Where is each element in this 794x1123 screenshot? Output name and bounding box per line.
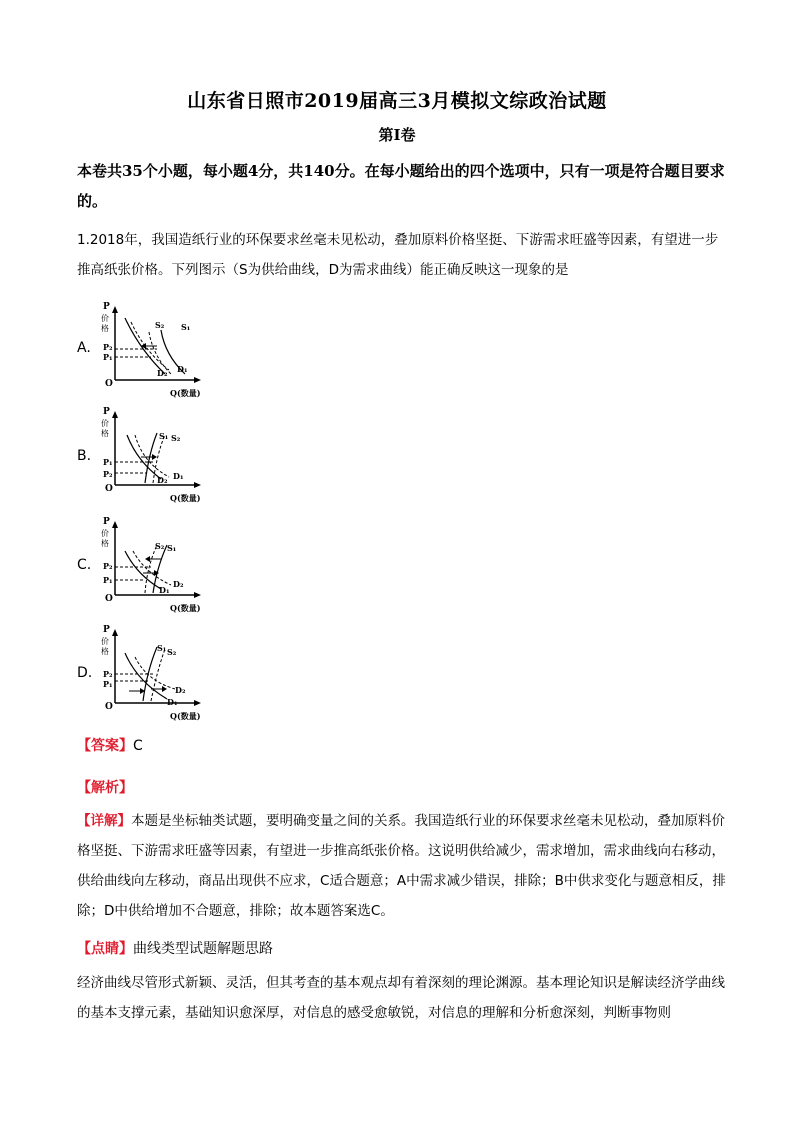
p-lower-label: P₁ — [103, 575, 113, 585]
option-a-graph — [95, 300, 215, 400]
supply-left-label: S₂ — [155, 541, 165, 551]
origin-label: O — [105, 594, 113, 604]
demand-left-label: D₂ — [157, 368, 168, 378]
demand-left-label: D₂ — [157, 475, 168, 485]
answer-value: C — [133, 738, 143, 754]
answer-line — [77, 735, 143, 755]
detail-tag: 【详解】 — [77, 813, 131, 829]
tip-body: 经济曲线尽管形式新颖、灵活，但其考查的基本观点却有着深刻的理论渊源。基本理论知识是解读经济学曲线的基本支撑元素，基础知识愈深厚，对信息的感受愈敏锐，对信息的理解和分析愈深刻，判断事物则 — [77, 975, 725, 1021]
y-axis-label: P — [103, 517, 110, 527]
supply-left-label: S₁ — [157, 643, 167, 653]
supply-left-label: S₂ — [155, 320, 165, 330]
tip-tag: 【点睛】 — [77, 941, 133, 957]
origin-label: O — [105, 702, 113, 712]
volume-heading: 第I卷 — [378, 126, 416, 144]
demand-right-label: D₁ — [177, 364, 188, 374]
y-axis-sub1: 价 — [101, 529, 109, 538]
demand-left-label: D₂ — [175, 685, 186, 695]
y-axis-label: P — [103, 302, 110, 312]
p-lower-label: P₂ — [103, 469, 113, 479]
p-lower-label: P₁ — [103, 352, 113, 362]
p-upper-label: P₁ — [103, 457, 113, 467]
supply-right-label: S₂ — [171, 433, 181, 443]
detail-paragraph — [77, 806, 727, 926]
demand-right-label: D₂ — [173, 579, 184, 589]
x-axis-label: Q(数量) — [170, 388, 201, 398]
x-axis-label: Q(数量) — [170, 711, 201, 721]
analysis-heading — [77, 777, 133, 797]
detail-text: 本题是坐标轴类试题，要明确变量之间的关系。我国造纸行业的环保要求丝毫未见松动，叠加原料价格坚挺、下游需求旺盛等因素，有望进一步推高纸张价格。这说明供给减少，需求增加，需求曲线向右移动，供给曲线向左移动，商品出现供不应求，C适合题意；A中需求减少错误，排除；B中供求变化与题意相反，排除；D中供给增加不合题意，排除；故本题答案选C。 — [77, 813, 726, 919]
p-lower-label: P₁ — [103, 679, 113, 689]
p-upper-label: P₂ — [103, 561, 113, 571]
y-axis-label: P — [103, 625, 110, 635]
y-axis-sub1: 价 — [101, 314, 109, 323]
y-axis-label: P — [103, 407, 110, 417]
option-a-label: A. — [77, 340, 91, 356]
instructions: 本卷共35个小题，每小题4分，共140分。在每小题给出的四个选项中，只有一项是符合题目要求的。 — [77, 162, 725, 210]
supply-right-label: S₁ — [167, 543, 177, 553]
x-axis-label: Q(数量) — [170, 493, 201, 503]
y-axis-sub2: 格 — [101, 429, 109, 438]
question-text: 1.2018年，我国造纸行业的环保要求丝毫未见松动，叠加原料价格坚挺、下游需求旺盛等因素，有望进一步推高纸张价格。下列图示（S为供给曲线，D为需求曲线）能正确反映这一现象的是 — [77, 232, 719, 278]
supply-right-label: S₂ — [167, 647, 177, 657]
p-upper-label: P₂ — [103, 342, 113, 352]
option-b-graph — [95, 405, 215, 505]
page-title: 山东省日照市2019届高三3月模拟文综政治试题 — [187, 90, 607, 112]
option-d-graph — [95, 623, 215, 723]
origin-label: O — [105, 379, 113, 389]
analysis-tag: 【解析】 — [77, 780, 133, 796]
x-axis-label: Q(数量) — [170, 603, 201, 613]
option-b-label: B. — [77, 448, 92, 464]
y-axis-sub1: 价 — [101, 637, 109, 646]
tip-title: 曲线类型试题解题思路 — [133, 941, 273, 957]
y-axis-sub1: 价 — [101, 419, 109, 428]
option-d-label: D. — [77, 665, 93, 681]
y-axis-sub2: 格 — [101, 324, 109, 333]
origin-label: O — [105, 484, 113, 494]
y-axis-sub2: 格 — [101, 647, 109, 656]
option-c-label: C. — [77, 557, 92, 573]
tip-heading — [77, 938, 273, 958]
answer-tag: 【答案】 — [77, 738, 133, 754]
demand-right-label: D₁ — [167, 697, 178, 707]
p-upper-label: P₂ — [103, 669, 113, 679]
supply-right-label: S₁ — [181, 322, 191, 332]
y-axis-sub2: 格 — [101, 539, 109, 548]
option-c-graph — [95, 515, 215, 615]
demand-right-label: D₁ — [173, 471, 184, 481]
demand-left-label: D₁ — [159, 585, 170, 595]
supply-left-label: S₁ — [159, 431, 169, 441]
